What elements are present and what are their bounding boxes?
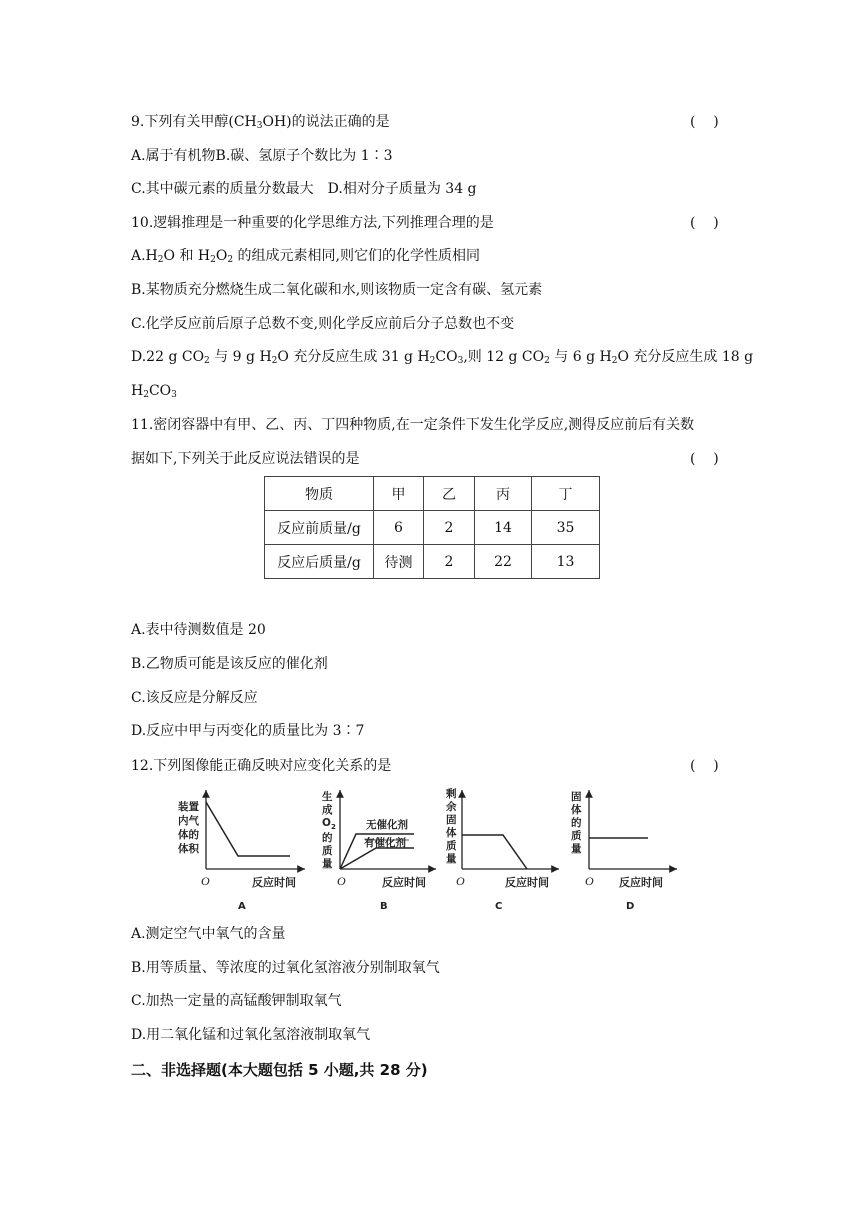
graph-c-origin: O xyxy=(456,874,465,888)
table-header-cell: 甲 xyxy=(374,477,424,511)
graph-c xyxy=(446,787,559,912)
graph-a-ylabel-2: 内气 xyxy=(178,815,199,827)
section-heading: 二、非选择题(本大题包括 5 小题,共 28 分) xyxy=(131,1061,428,1079)
q11-option-b: B.乙物质可能是该反应的催化剂 xyxy=(131,656,328,672)
graph-c-ylabel-3: 固 xyxy=(446,814,457,826)
graph-d-ylabel-3: 的 xyxy=(571,817,582,829)
graph-d-ylabel-5: 量 xyxy=(571,843,582,855)
graph-c-xlabel: 反应时间 xyxy=(505,876,549,889)
q10-option-d: D.22 g $CO_2$ 与 9 g $H_2O$ 充分反应生成 31 g $H_2CO_3$,则 12 g $CO_2$ 与 6 g $H_2O$ 充分反应生成 18 g xyxy=(131,349,754,366)
graph-b-ylabel-o2: $O_2$ xyxy=(322,817,336,831)
graph-c-caption: C xyxy=(495,901,503,912)
graph-b-ylabel-2: 成 xyxy=(322,804,333,816)
q10-stem: 10.逻辑推理是一种重要的化学思维方法,下列推理合理的是 xyxy=(131,215,494,231)
graph-c-ylabel-4: 体 xyxy=(446,827,457,839)
graph-b-legend-catalyst: 有催化剂 xyxy=(364,837,406,849)
graph-b-ylabel-4: 质 xyxy=(322,845,333,857)
table-cell: 13 xyxy=(532,545,600,579)
q10-option-b: B.某物质充分燃烧生成二氧化碳和水,则该物质一定含有碳、氢元素 xyxy=(131,282,543,298)
table-cell: 2 xyxy=(424,511,475,545)
table-header-cell: 乙 xyxy=(424,477,475,511)
graph-d xyxy=(571,790,677,912)
graph-c-curve xyxy=(462,835,527,869)
graph-d-xlabel: 反应时间 xyxy=(619,876,663,889)
table-header-cell: 物质 xyxy=(265,477,374,511)
q12-answer-blank[interactable]: ( ) xyxy=(690,758,719,774)
table-header-cell: 丁 xyxy=(532,477,600,511)
table-cell: 35 xyxy=(532,511,600,545)
q11-option-a: A.表中待测数值是 20 xyxy=(131,622,266,638)
graph-c-ylabel-1: 剩 xyxy=(446,788,457,800)
q9-answer-blank[interactable]: ( ) xyxy=(690,114,719,130)
graph-b-ylabel-3: 的 xyxy=(322,832,333,844)
graph-a-ylabel-4: 体积 xyxy=(178,843,199,855)
q9-stem: 9.下列有关甲醇$(CH_3OH)$的说法正确的是 xyxy=(131,114,390,131)
graph-a-ylabel-1: 装置 xyxy=(178,801,199,813)
table-cell: 2 xyxy=(424,545,475,579)
graph-d-ylabel-1: 固 xyxy=(571,791,582,803)
q12-option-d: D.用二氧化锰和过氧化氢溶液制取氧气 xyxy=(131,1027,371,1043)
q12-option-b: B.用等质量、等浓度的过氧化氢溶液分别制取氧气 xyxy=(131,960,440,976)
graph-b-ylabel-5: 量 xyxy=(322,858,333,870)
q11-option-c: C.该反应是分解反应 xyxy=(131,690,258,706)
q12-graphs xyxy=(0,780,860,920)
graph-a-ylabel-3: 体的 xyxy=(178,829,199,841)
graph-d-caption: D xyxy=(626,901,635,912)
q11-answer-blank[interactable]: ( ) xyxy=(690,451,719,467)
q11-stem-line2: 据如下,下列关于此反应说法错误的是 xyxy=(131,451,360,467)
graph-b-curve-no-catalyst xyxy=(340,848,414,869)
graph-d-ylabel-2: 体 xyxy=(571,804,582,816)
graph-b-caption: B xyxy=(380,901,388,912)
graph-a-curve xyxy=(206,802,290,856)
graph-d-origin: O xyxy=(585,874,594,888)
table-header-cell: 丙 xyxy=(475,477,532,511)
q11-option-d: D.反应中甲与丙变化的质量比为 3∶7 xyxy=(131,723,365,739)
graph-b-legend-no-catalyst: 无催化剂 xyxy=(366,819,408,831)
q10-option-a: $A.H_2O$ 和 $H_2O_2$ 的组成元素相同,则它们的化学性质相同 xyxy=(131,248,480,265)
q12-option-c: C.加热一定量的高锰酸钾制取氧气 xyxy=(131,993,342,1009)
q9-option-ab: A.属于有机物B.碳、氢原子个数比为 1∶3 xyxy=(131,148,393,164)
table-cell: 14 xyxy=(475,511,532,545)
graph-a xyxy=(178,790,305,912)
q10-answer-blank[interactable]: ( ) xyxy=(690,215,719,231)
graph-a-xlabel: 反应时间 xyxy=(252,876,296,889)
graph-a-caption: A xyxy=(238,901,246,912)
table-cell: 6 xyxy=(374,511,424,545)
graph-b-origin: O xyxy=(337,874,346,888)
q10-option-d-cont: $H_2CO_3$ xyxy=(131,383,177,400)
table-cell: 待测 xyxy=(374,545,424,579)
graph-d-ylabel-4: 质 xyxy=(571,830,582,842)
q12-option-a: A.测定空气中氧气的含量 xyxy=(131,926,286,942)
graph-a-origin: O xyxy=(201,874,210,888)
q10-option-c: C.化学反应前后原子总数不变,则化学反应前后分子总数也不变 xyxy=(131,316,515,332)
table-cell: 反应后质量/g xyxy=(265,545,374,579)
q9-option-cd: C.其中碳元素的质量分数最大 D.相对分子质量为 34 g xyxy=(131,181,477,197)
table-row xyxy=(265,545,600,579)
graph-c-ylabel-6: 量 xyxy=(446,853,457,865)
graph-b-xlabel: 反应时间 xyxy=(382,876,426,889)
graph-c-ylabel-5: 质 xyxy=(446,840,457,852)
graph-c-ylabel-2: 余 xyxy=(446,801,457,813)
q11-data-table xyxy=(264,476,600,579)
graph-b-ylabel-1: 生 xyxy=(322,791,333,803)
table-cell: 22 xyxy=(475,545,532,579)
q12-stem: 12.下列图像能正确反映对应变化关系的是 xyxy=(131,758,392,774)
table-cell: 反应前质量/g xyxy=(265,511,374,545)
table-header-row xyxy=(265,477,600,511)
graph-b xyxy=(322,790,436,912)
table-row xyxy=(265,511,600,545)
q11-stem-line1: 11.密闭容器中有甲、乙、丙、丁四种物质,在一定条件下发生化学反应,测得反应前后有关数 xyxy=(131,417,695,433)
